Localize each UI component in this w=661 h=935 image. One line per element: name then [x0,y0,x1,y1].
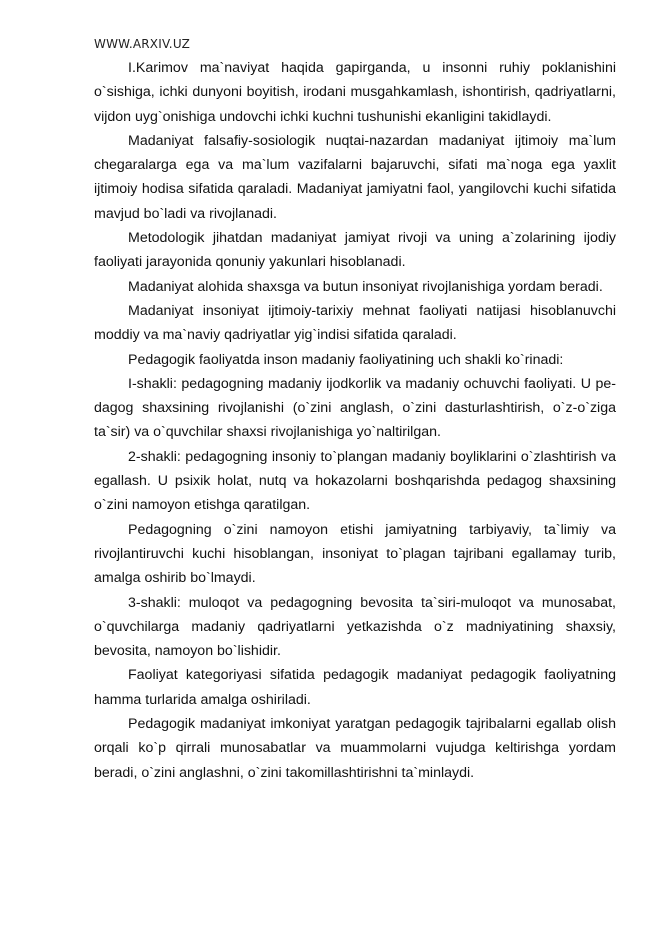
document-page [94,34,616,785]
paragraph-12: Pedagogik madaniyat imkoniyat yaratgan pedagogik tajribalarni egallab olish orqali ko`p qirrali munosabatlar va muammolarni vujudga keltirishga yordam beradi, o`zini anglashni, o`zini takomillashtirishni ta`minlaydi. [94,716,616,781]
paragraph-1: I.Karimov ma`naviyat haqida gapirganda, u insonni ruhiy poklanishini o`sishiga, ichki dunyoni boyitish, irodani musgahkamlash, ishontirish, qadriyatlarni, vijdon uyg`onishiga undovchi ichki kuchni tushunishi ekanligini takidlaydi. [94,60,616,125]
paragraph-5: Madaniyat insoniyat ijtimoiy-tarixiy mehnat faoliyati natijasi hisoblanuvchi moddiy va ma`naviy qadriyatlar yig`indisi sifatida qaraladi. [94,302,616,344]
paragraph-10: 3-shakli: muloqot va pedagogning bevosita ta`siri-muloqot va munosabat, o`quvchilarga madaniy qadriyatlarni yetkazishda o`z madniyatining shaxsiy, bevosita, namoyon bo`lishidir. [94,594,616,660]
paragraph-6: Pedagogik faoliyatda inson madaniy faoliyatining uch shakli ko`rinadi: [128,351,564,368]
paragraph-8: 2-shakli: pedagogning insoniy to`plangan madaniy boyliklarini o`zlashtirish va egallash. U psixik holat, nutq va hokazolarni boshqarishda pedagog shaxsining o`zini namoyon etishga qaratilgan. [94,448,616,514]
paragraph-9: Pedagogning o`zini namoyon etishi jamiyatning tarbiyaviy, ta`limiy va rivojlantiruvchi kuchi hisoblangan, insoniyat to`plagan tajribani egallamay turib, amalga oshirib bo`lmaydi. [94,521,616,587]
paragraph-4: Madaniyat alohida shaxsga va butun insoniyat rivojlanishiga yordam beradi. [128,278,603,295]
paragraph-7: I-shakli: pedagogning madaniy ijodkorlik va madaniy ochuvchi faoliyati. U pe-dagog shaxsining rivojlanishi (o`zini anglash, o`zini dasturlashtirish, o`z-o`ziga ta`sir) va o`quvchilar shaxsi rivojlanishiga yo`naltirilgan. [94,375,616,441]
site-header[interactable]: WWW.ARXIV.UZ [94,37,191,51]
paragraph-11: Faoliyat kategoriyasi sifatida pedagogik madaniyat pedagogik faoliyatning hamma turlarida amalga oshiriladi. [94,667,616,708]
paragraph-2: Madaniyat falsafiy-sosiologik nuqtai-nazardan madaniyat ijtimoiy ma`lum chegaralarga ega va ma`lum vazifalarni bajaruvchi, sifati ma`noga ega yaxlit ijtimoiy hodisa sifatida qaraladi. Madaniyat jamiyatni faol, yangilovchi kuchi sifatida mavjud bo`ladi va rivojlanadi. [94,132,616,222]
paragraph-3: Metodologik jihatdan madaniyat jamiyat rivoji va uning a`zolarining ijodiy faoliyati jarayonida qonuniy yakunlari hisoblanadi. [94,230,616,271]
